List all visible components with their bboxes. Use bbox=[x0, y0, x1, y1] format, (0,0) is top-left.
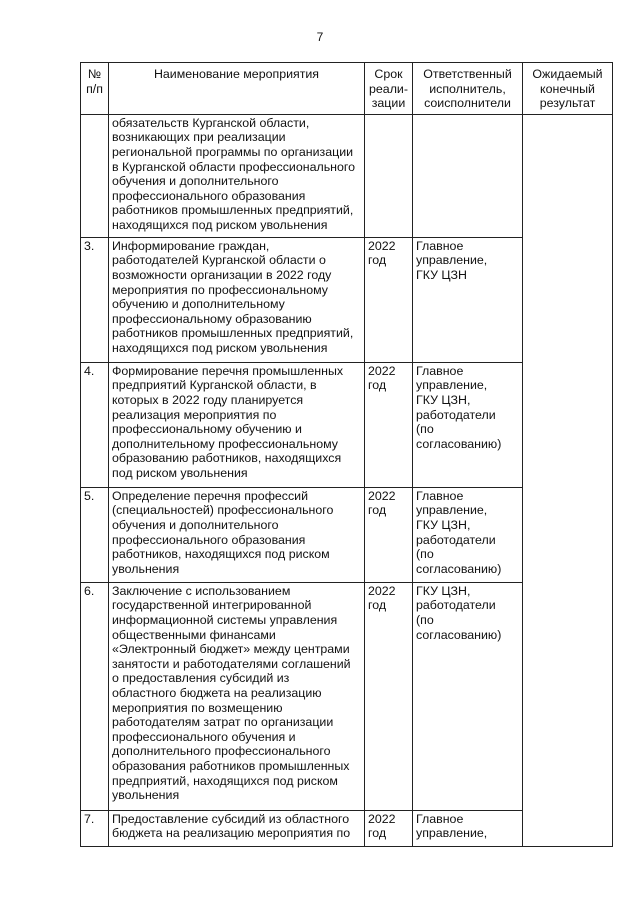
table-row bbox=[81, 114, 613, 237]
page-number: 7 bbox=[316, 30, 324, 44]
row-number bbox=[81, 114, 109, 237]
header-number: № п/п bbox=[81, 63, 109, 115]
table-header-row bbox=[81, 63, 613, 115]
term: 2022 год bbox=[365, 237, 413, 362]
row-number: 7. bbox=[81, 810, 109, 846]
term: 2022 год bbox=[365, 487, 413, 582]
expected-result-cell bbox=[523, 114, 613, 846]
header-responsible: Ответственный исполнитель, соисполнители bbox=[413, 63, 523, 115]
activity-name: Формирование перечня промышленных предприятий Курганской области, в которых в 2022 году планируется реализация мероприятия по профессиональному обучению и дополнительному профессиональному образованию работников, находящихся под риском увольнения bbox=[109, 362, 365, 487]
activity-name: обязательств Курганской области, возникающих при реализации региональной программы по организации в Курганской области профессионального обучения и дополнительного профессионального образования работников промышленных предприятий, находящихся под риском увольнения bbox=[109, 114, 365, 237]
responsible: Главное управление, ГКУ ЦЗН, работодатели (по согласованию) bbox=[413, 487, 523, 582]
responsible: Главное управление, bbox=[413, 810, 523, 846]
header-term: Срок реали- зации bbox=[365, 63, 413, 115]
responsible bbox=[413, 114, 523, 237]
term bbox=[365, 114, 413, 237]
term: 2022 год bbox=[365, 362, 413, 487]
row-number: 6. bbox=[81, 582, 109, 810]
row-number: 4. bbox=[81, 362, 109, 487]
header-activity-name: Наименование мероприятия bbox=[109, 63, 365, 115]
activities-table bbox=[80, 62, 613, 847]
term: 2022 год bbox=[365, 810, 413, 846]
row-number: 3. bbox=[81, 237, 109, 362]
activity-name: Информирование граждан, работодателей Курганской области о возможности организации в 2022 году мероприятия по профессиональному обучению и дополнительному профессиональному образованию работников промышленных предприятий, находящихся под риском увольнения bbox=[109, 237, 365, 362]
responsible: Главное управление, ГКУ ЦЗН, работодатели (по согласованию) bbox=[413, 362, 523, 487]
activity-name: Определение перечня профессий (специальностей) профессионального обучения и дополнительного профессионального образования работников, находящихся под риском увольнения bbox=[109, 487, 365, 582]
activity-name: Предоставление субсидий из областного бюджета на реализацию мероприятия по bbox=[109, 810, 365, 846]
row-number: 5. bbox=[81, 487, 109, 582]
term: 2022 год bbox=[365, 582, 413, 810]
header-expected-result: Ожидаемый конечный результат bbox=[523, 63, 613, 115]
responsible: Главное управление, ГКУ ЦЗН bbox=[413, 237, 523, 362]
responsible: ГКУ ЦЗН, работодатели (по согласованию) bbox=[413, 582, 523, 810]
activity-name: Заключение с использованием государственной интегрированной информационной системы управления общественными финансами «Электронный бюджет» между центрами занятости и работодателями соглашений о предоставления субсидий из областного бюджета на реализацию мероприятия по возмещению работодателям затрат по организации профессионального обучения и дополнительного профессионального образования работников промышленных предприятий, находящихся под риском увольнения bbox=[109, 582, 365, 810]
